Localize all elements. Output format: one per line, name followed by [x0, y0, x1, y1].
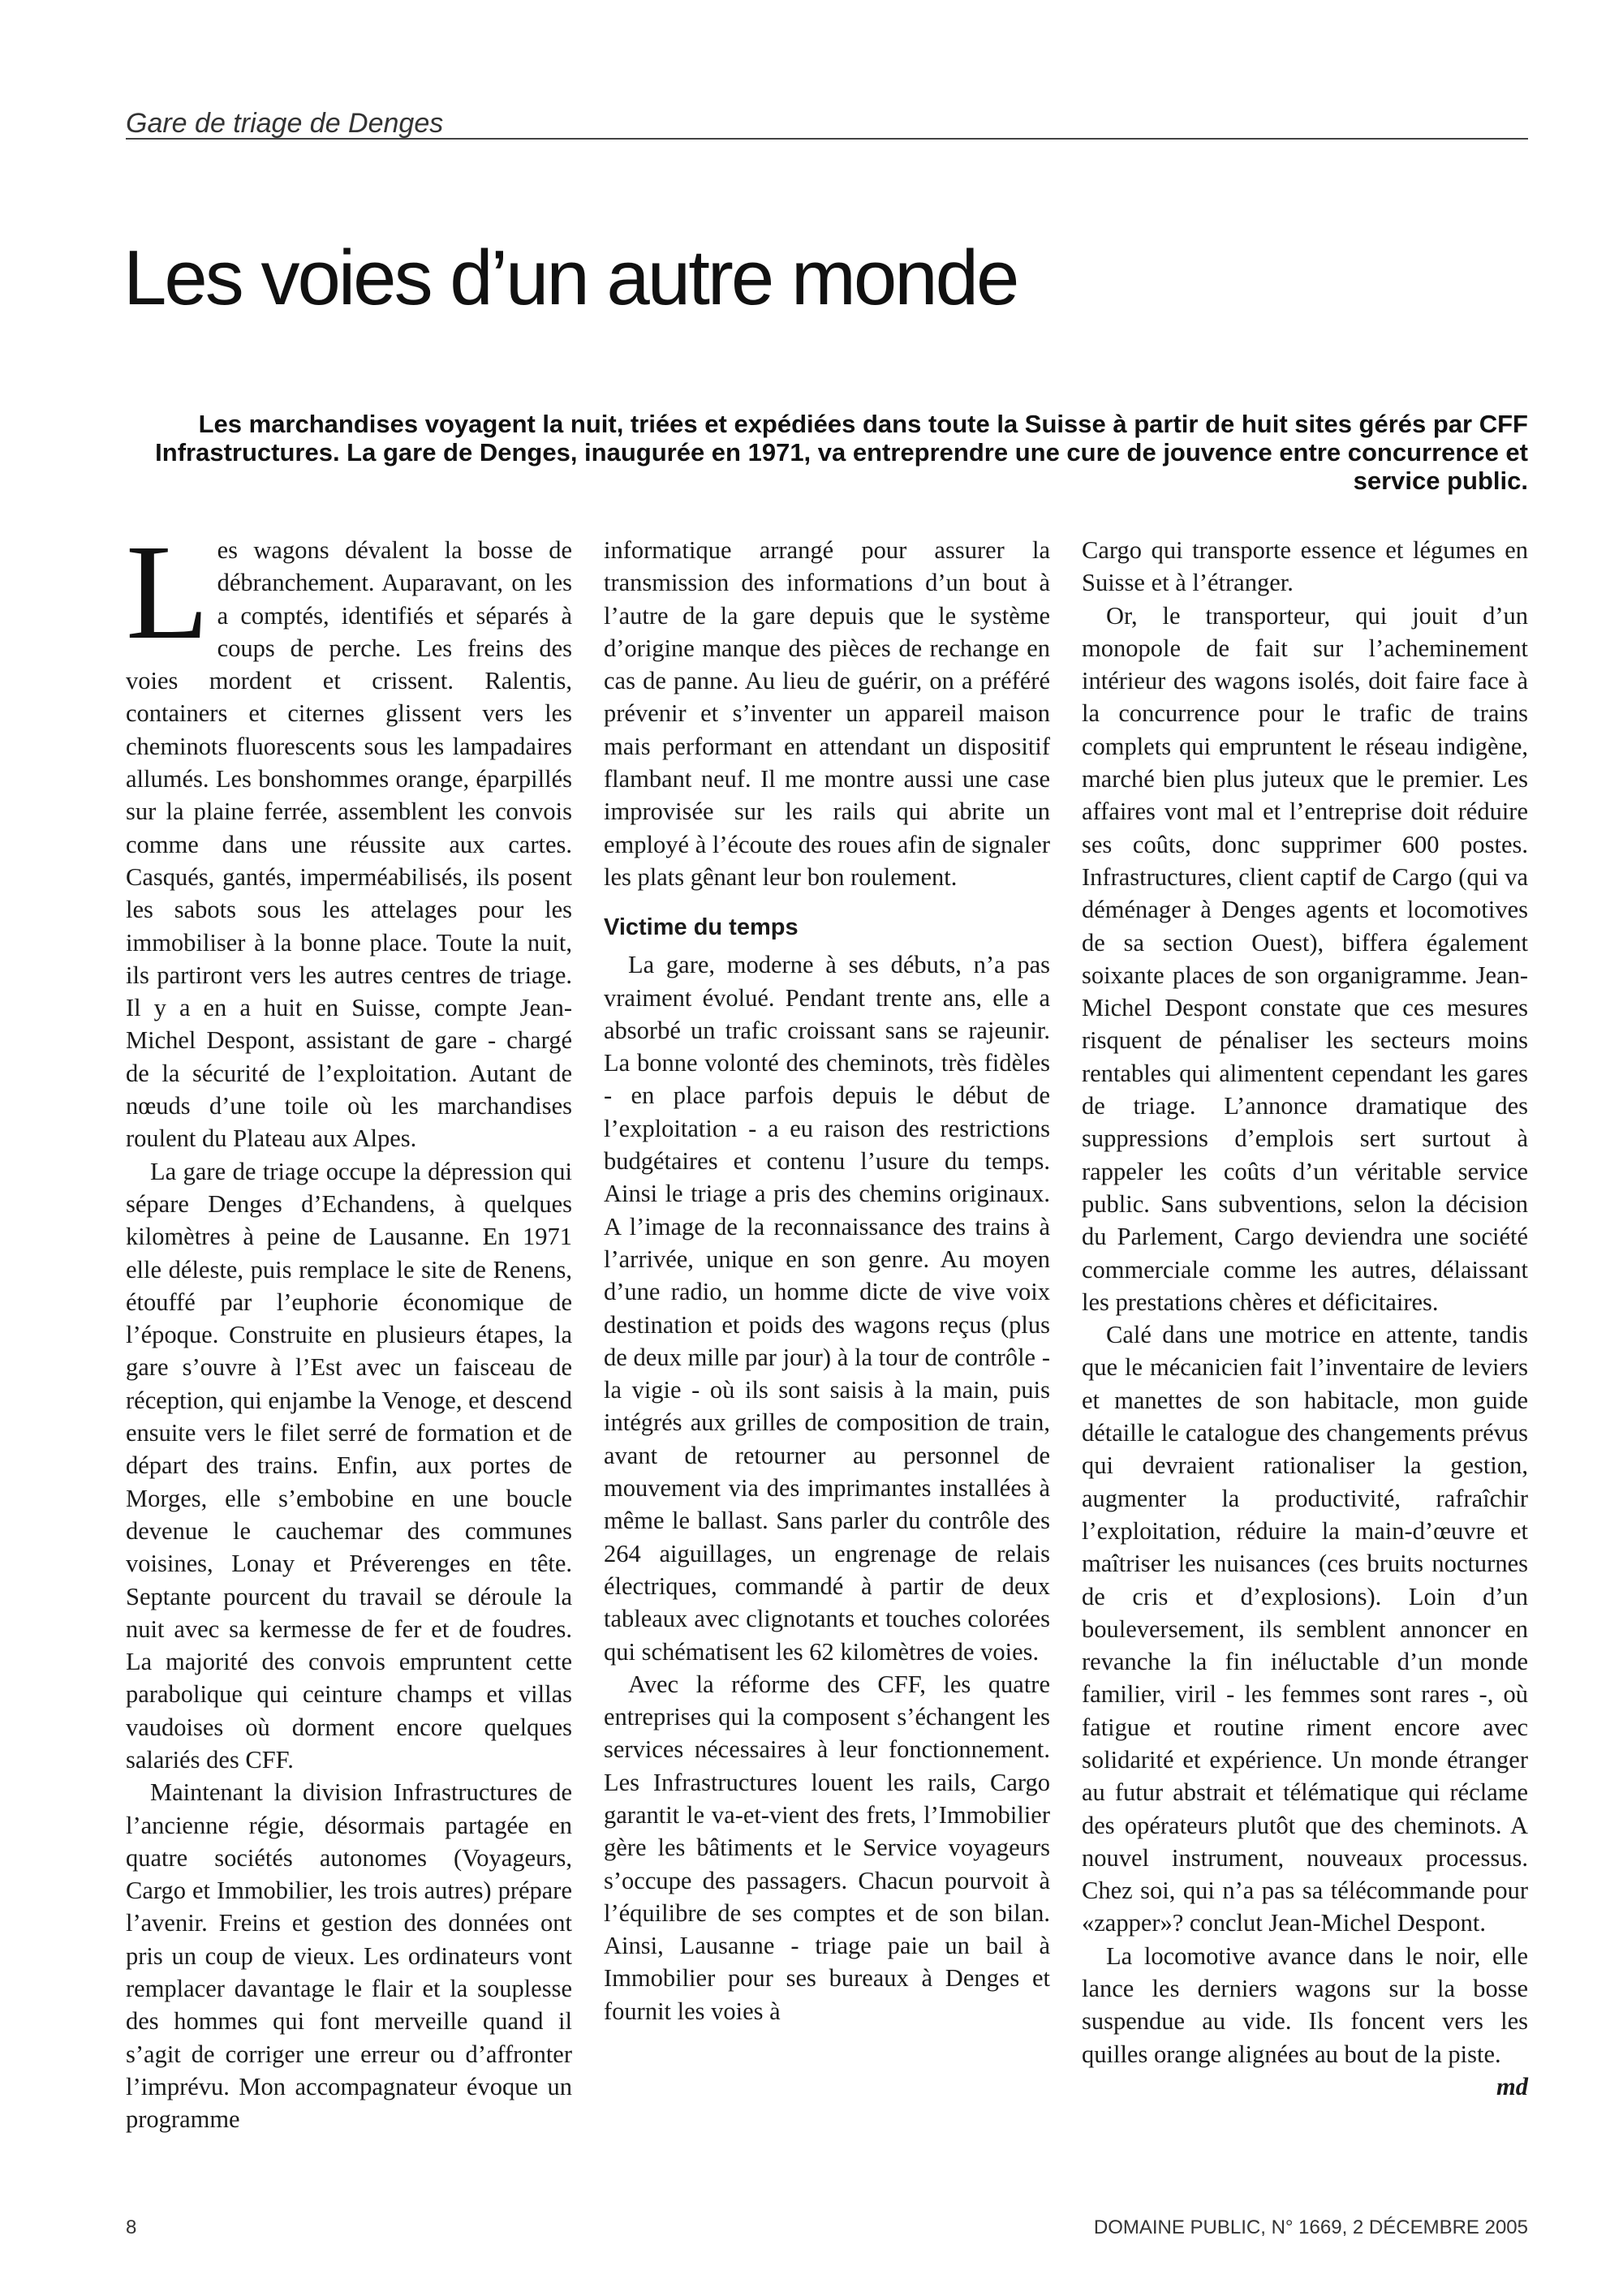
paragraph: Maintenant la division Infrastructures de l’ancienne régie, désormais partagée en quatre sociétés autonomes (Voyageurs, Cargo et Immobilier, les trois autres) prépare l’avenir. Freins et gestion des données ont pris un coup de vieux. Les ordinateurs vont remplacer davantage le flair et la souplesse des hommes qui font merveille quand il s’agit de corriger une erreur ou d’affronter l’imprévu. Mon accompagnateur évoque un programme — [126, 1778, 572, 2134]
paragraph: informatique arrangé pour assurer la transmission des informations d’un bout à l’autre de la gare depuis que le système d’origine manque des pièces de rechange en cas de panne. Au lieu de guérir, on a préféré prévenir et s’inventer un appareil maison mais performant en attendant un dispositif flambant neuf. Il me montre aussi une case improvisée sur les rails qui abrite un employé à l’écoute des roues afin de signaler les plats gênant leur bon roulement. — [604, 536, 1050, 891]
section-subheading: Victime du temps — [604, 914, 799, 941]
text-column-2 — [604, 534, 1050, 2027]
paragraph-text: La locomotive avance dans le noir, elle lance les derniers wagons sur la bosse suspendue au vide. Ils foncent vers les quilles orange alignées au bout de la piste. — [1082, 1941, 1528, 2068]
text-column-3 — [1082, 534, 1528, 2103]
paragraph — [1082, 1940, 1528, 2100]
page-number: 8 — [126, 2216, 137, 2238]
paragraph: Cargo qui transporte essence et légumes en Suisse et à l’étranger. — [1082, 536, 1528, 597]
running-head: Gare de triage de Denges — [126, 107, 1528, 140]
paragraph-text: es wagons dévalent la bosse de débranchement. Auparavant, on les a comptés, identifiés et séparés à coups de perche. Les freins des voies mordent et crissent. Ralentis, containers et citernes glissent vers les cheminots fluorescents sous les lampadaires allumés. Les bonshommes orange, éparpillés sur la plaine ferrée, assemblent les convois comme dans une réussite aux cartes. Casqués, gantés, imperméabilisés, ils posent les sabots sous les attelages pour les immobiliser à la bonne place. Toute la nuit, ils partiront vers les autres centres de triage. Il y a en a huit en Suisse, compte Jean-Michel Despont, assistant de gare - chargé de la sécurité de l’exploitation. Autant de nœuds d’une toile où les marchandises roulent du Plateau aux Alpes. — [126, 536, 572, 1153]
paragraph — [126, 517, 572, 1155]
paragraph: La gare, moderne à ses débuts, n’a pas vraiment évolué. Pendant trente ans, elle a absorbé un trafic croissant sans se rajeunir. La bonne volonté des cheminots, très fidèles - en place parfois depuis le début de l’exploitation - a eu raison des restrictions budgétaires et contenu l’usure du temps. Ainsi le triage a pris des chemins originaux. A l’image de la reconnaissance des trains à l’arrivée, unique en son genre. Au moyen d’une radio, un homme dicte de vive voix destination et poids des wagons reçus (plus de deux mille par jour) à la tour de contrôle - la vigie - où ils sont saisis à la main, puis intégrés aux grilles de composition de train, avant de retourner au personnel de mouvement via des imprimantes installées à même le ballast. Sans parler du contrôle des 264 aiguillages, un engrenage de relais électriques, commandé à partir de deux tableaux avec clignotants et touches colorées qui schématisent les 62 kilomètres de voies. — [604, 951, 1050, 1666]
paragraph: Calé dans une motrice en attente, tandis que le mécanicien fait l’inventaire de leviers et manettes de son habitacle, mon guide détaille le catalogue des changements prévus qui devraient rationaliser la gestion, augmenter la productivité, rafraîchir l’exploitation, réduire la main-d’œuvre et maîtriser les nuisances (ces bruits nocturnes de cris et d’explosions). Loin d’un bouleversement, ils semblent annoncer en revanche la fin inéluctable d’un monde familier, viril - les femmes sont rares -, où fatigue et routine riment encore avec solidarité et expérience. Un monde étranger au futur abstrait et télématique qui réclame des opérateurs plutôt que des cheminots. A nouvel instrument, nouveaux processus. Chez soi, qui n’a pas sa télécommande pour «zapper»? conclut Jean-Michel Despont. — [1082, 1321, 1528, 1937]
text-column-1 — [126, 517, 572, 2136]
author-signature: md — [1496, 2072, 1528, 2100]
paragraph: Or, le transporteur, qui jouit d’un monopole de fait sur l’acheminement intérieur des wagons isolés, doit faire face à la concurrence pour le trafic de trains complets qui empruntent le réseau indigène, marché bien plus juteux que le premier. Les affaires vont mal et l’entreprise doit réduire ses coûts, donc supprimer 600 postes. Infrastructures, client captif de Cargo (qui va déménager à Denges agents et locomotives de sa section Ouest), biffera également soixante places de son organigramme. Jean-Michel Despont constate que ces mesures risquent de pénaliser les secteurs moins rentables qui alimentent cependant les gares de triage. L’annonce dramatique des suppressions d’emplois sert surtout à rappeler les coûts d’un véritable service public. Sans subventions, selon la décision du Parlement, Cargo deviendra une société commerciale comme les autres, délaissant les prestations chères et déficitaires. — [1082, 601, 1528, 1316]
paragraph: La gare de triage occupe la dépression qui sépare Denges d’Echandens, à quelques kilomètres à peine de Lausanne. En 1971 elle déleste, puis remplace le site de Renens, étouffé par l’euphorie économique de l’époque. Construite en plusieurs étapes, la gare s’ouvre à l’Est avec un faisceau de réception, qui enjambe la Venoge, et descend ensuite vers le filet serré de formation et de départ des trains. Enfin, aux portes de Morges, elle s’embobine en une boucle devenue le cauchemar des communes voisines, Lonay et Préverenges en tête. Septante pourcent du travail se déroule la nuit avec sa kermesse de fer et de foudres. La majorité des convois empruntent cette parabolique qui ceinture champs et villas vaudoises où dorment encore quelques salariés des CFF. — [126, 1157, 572, 1774]
article-lead: Les marchandises voyagent la nuit, triées et expédiées dans toute la Suisse à partir de huit sites gérés par CFF Infrastructures. La gare de Denges, inaugurée en 1971, va entreprendre une cure de jouvence entre concurrence et service public. — [155, 410, 1528, 495]
drop-cap: L — [126, 517, 209, 668]
paragraph: Avec la réforme des CFF, les quatre entreprises qui la composent s’échangent les services nécessaires à leur fonctionnement. Les Infrastructures louent les rails, Cargo garantit le va-et-vient des frets, l’Immobilier gère les bâtiments et le Service voyageurs s’occupe des passagers. Chacun pourvoit à l’équilibre de ses comptes et de son bilan. Ainsi, Lausanne - triage paie un bail à Immobilier pour ses bureaux à Denges et fournit les voies à — [604, 1670, 1050, 2025]
article-title: Les voies d’un autre monde — [123, 234, 1018, 321]
publication-footer: DOMAINE PUBLIC, N° 1669, 2 DÉCEMBRE 2005 — [1093, 2216, 1528, 2238]
